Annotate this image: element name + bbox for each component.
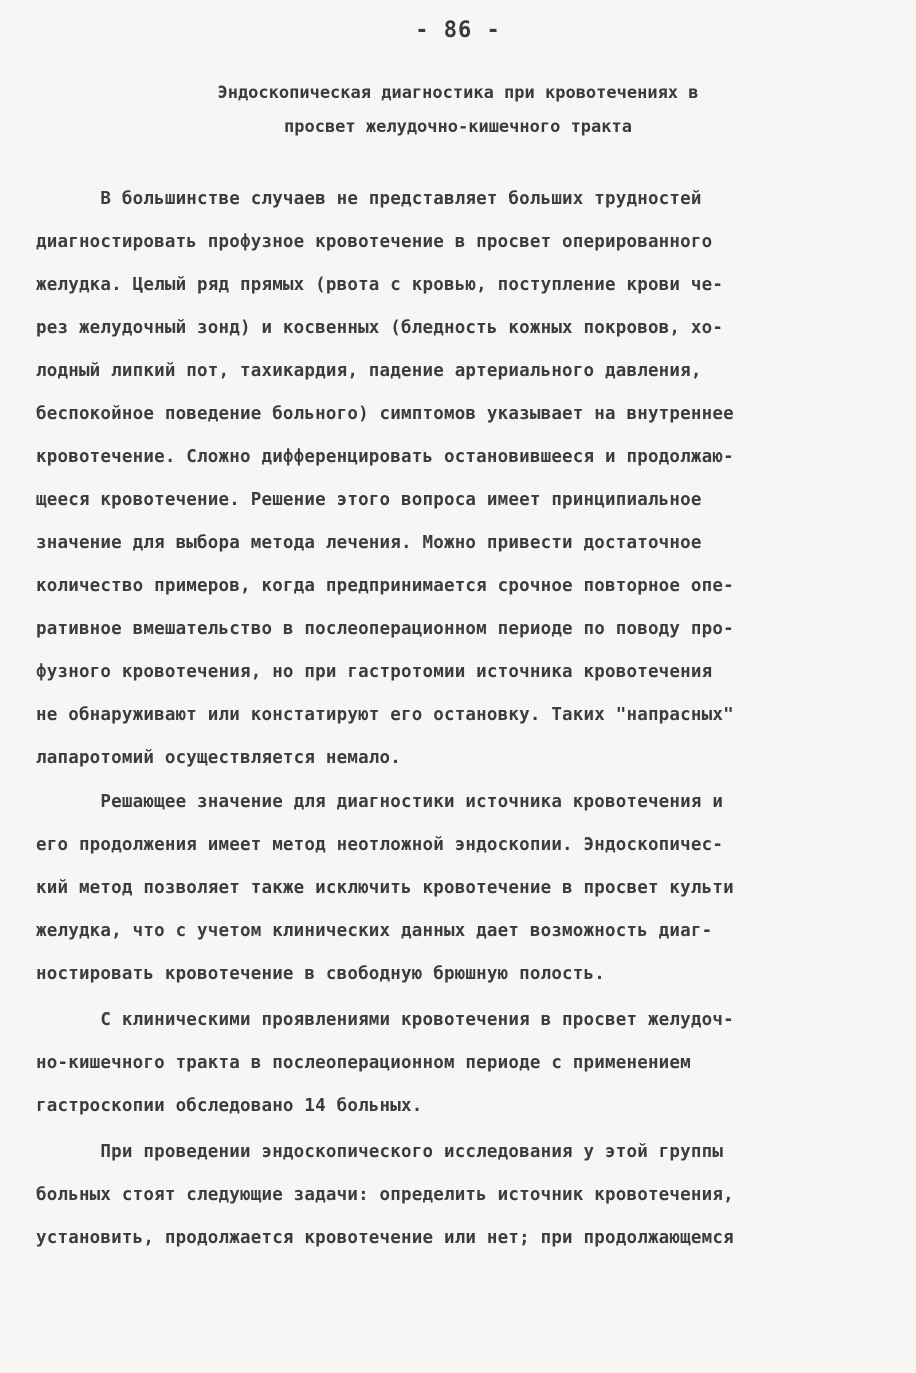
text-line: ративное вмешательство в послеоперационном периоде по поводу про- [36, 619, 734, 639]
text-line: лодный липкий пот, тахикардия, падение артериального давления, [36, 361, 702, 381]
text-line: диагностировать профузное кровотечение в просвет оперированного [36, 232, 713, 252]
text-line: установить, продолжается кровотечение или нет; при продолжающемся [36, 1228, 734, 1248]
text-line: В большинстве случаев не представляет больших трудностей [36, 189, 702, 209]
page-number: - 86 - [415, 18, 501, 43]
section-title [0, 76, 916, 144]
text-line: желудка, что с учетом клинических данных дает возможность диаг- [36, 921, 713, 941]
text-line: его продолжения имеет метод неотложной эндоскопии. Эндоскопичес- [36, 835, 724, 855]
text-line: фузного кровотечения, но при гастротомии источника кровотечения [36, 662, 713, 682]
text-line: Решающее значение для диагностики источника кровотечения и [36, 792, 724, 812]
text-line: гастроскопии обследовано 14 больных. [36, 1096, 423, 1116]
text-line: больных стоят следующие задачи: определить источник кровотечения, [36, 1185, 734, 1205]
text-line: значение для выбора метода лечения. Можно привести достаточное [36, 533, 702, 553]
text-line: но-кишечного тракта в послеоперационном периоде с применением [36, 1053, 691, 1073]
text-line: рез желудочный зонд) и косвенных (бледность кожных покровов, хо- [36, 318, 724, 338]
text-line: количество примеров, когда предпринимается срочное повторное опе- [36, 576, 734, 596]
text-line: беспокойное поведение больного) симптомов указывает на внутреннее [36, 404, 734, 424]
text-line: не обнаруживают или констатируют его остановку. Таких "напрасных" [36, 705, 734, 725]
text-line: лапаротомий осуществляется немало. [36, 748, 402, 768]
text-line: При проведении эндоскопического исследования у этой группы [36, 1142, 724, 1162]
title-line: Эндоскопическая диагностика при кровотечениях в [217, 83, 699, 103]
text-line: кий метод позволяет также исключить кровотечение в просвет культи [36, 878, 734, 898]
text-line: ностировать кровотечение в свободную брюшную полость. [36, 964, 606, 984]
text-line: С клиническими проявлениями кровотечения в просвет желудоч- [36, 1010, 734, 1030]
text-line: желудка. Целый ряд прямых (рвота с кровью, поступление крови че- [36, 275, 724, 295]
text-line: щееся кровотечение. Решение этого вопроса имеет принципиальное [36, 490, 702, 510]
text-line: кровотечение. Сложно дифференцировать остановившееся и продолжаю- [36, 447, 734, 467]
title-line: просвет желудочно-кишечного тракта [284, 117, 632, 137]
